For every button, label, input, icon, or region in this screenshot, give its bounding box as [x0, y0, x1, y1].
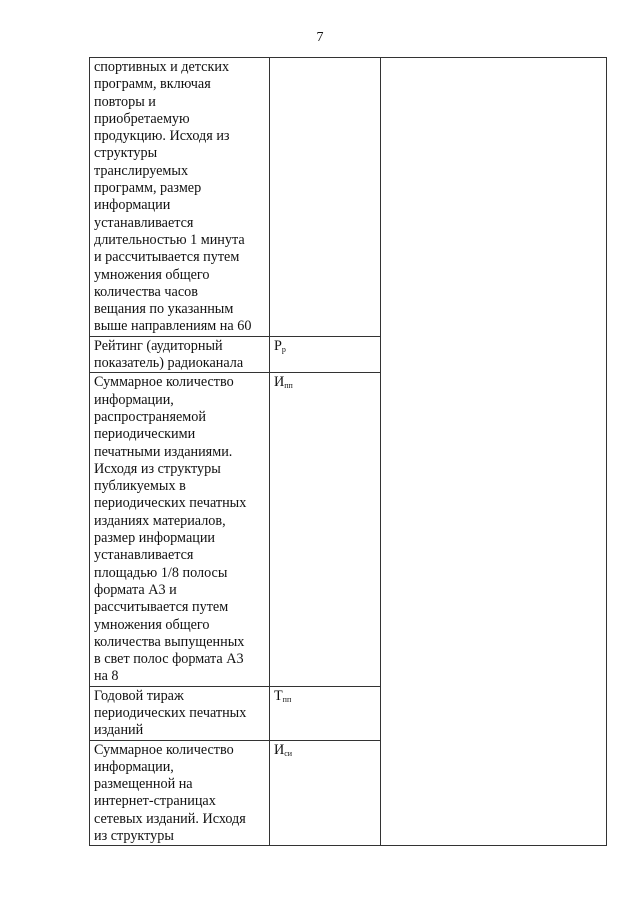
- description-text: спортивных и детских программ, включая повторы и приобретаемую продукцию. Исходя из структуры транслируемых программ, размер информации устанавливается длительностью 1 минута и рассчитывается путем умножения общего количества часов вещания по указанным выше направлениям на 60: [94, 59, 252, 335]
- description-cell: [90, 740, 270, 846]
- symbol-subscript: пп: [282, 694, 292, 704]
- description-text: Рейтинг (аудиторный показатель) радиоканала: [94, 337, 244, 372]
- symbol-cell: [270, 336, 381, 373]
- symbol: Р: [274, 337, 282, 354]
- description-cell: [90, 686, 270, 740]
- symbol-subscript: р: [281, 344, 286, 354]
- description-text: Суммарное количество информации, размещенной на интернет-страницах сетевых изданий. Исходя из структуры: [94, 741, 246, 845]
- table-row: [90, 58, 607, 337]
- indicator-table: [89, 57, 607, 846]
- page-number: 7: [316, 30, 324, 45]
- description-cell: [90, 336, 270, 373]
- description-cell: [90, 373, 270, 686]
- symbol-cell: [270, 686, 381, 740]
- symbol-subscript: си: [284, 748, 293, 758]
- symbol-subscript: пп: [284, 381, 293, 391]
- description-text: Суммарное количество информации, распространяемой периодическими печатными изданиями. Исходя из структуры публикуемых в периодических печатных изданиях материалов, размер информации устанавливается площадью 1/8 полосы формата А3 и рассчитывается путем умножения общего количества выпущенных в свет полос формата А3 на 8: [94, 374, 247, 685]
- description-cell: [90, 58, 270, 337]
- symbol: Т: [274, 687, 283, 704]
- symbol-cell: [270, 58, 381, 337]
- symbol: И: [274, 374, 285, 391]
- symbol: И: [274, 741, 285, 758]
- description-text: Годовой тираж периодических печатных изданий: [94, 687, 247, 739]
- value-cell: [381, 58, 607, 846]
- symbol-cell: [270, 373, 381, 686]
- symbol-cell: [270, 740, 381, 846]
